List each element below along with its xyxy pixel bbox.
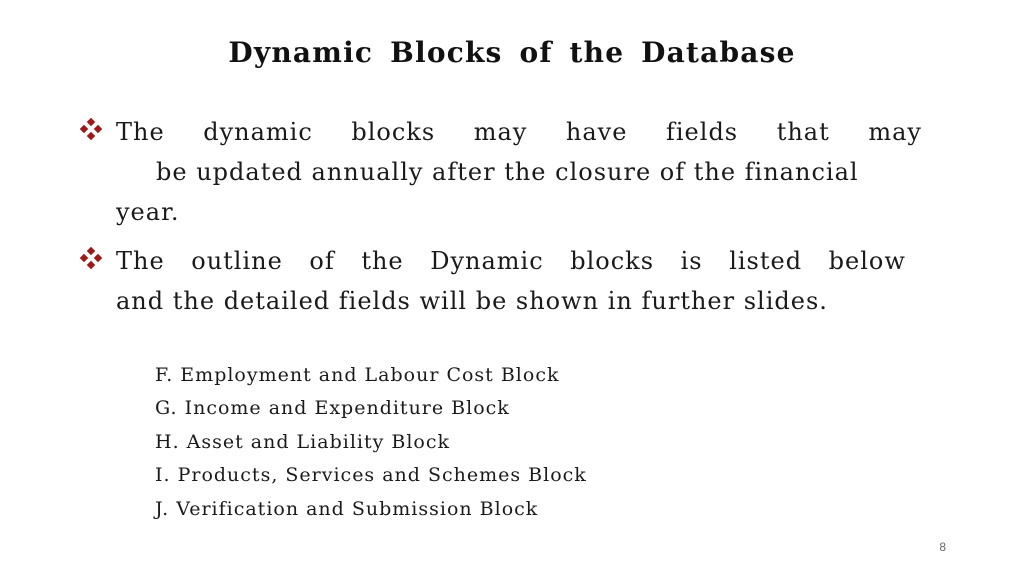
bullet-1-line-2: be updated annually after the closure of the financial [156,158,859,186]
bullet-1-line-3: year. [116,198,180,226]
word: of [309,247,335,275]
word: may [868,118,922,146]
list-item: F. Employment and Labour Cost Block [155,364,560,386]
word: Dynamic [430,247,544,275]
bullet-1-line-1 [116,112,922,152]
word: outline [191,247,283,275]
list-item: H. Asset and Liability Block [155,430,451,453]
diamond-bullet-icon [80,118,102,140]
word: The [116,247,165,275]
word: the [361,247,404,275]
list-item: G. Income and Expenditure Block [155,397,510,420]
word: blocks [570,247,655,275]
bullet-2-line-2: and the detailed fields will be shown in further slides. [116,287,828,315]
list-item: I. Products, Services and Schemes Block [155,464,587,487]
word: dynamic [203,118,313,146]
page-number: 8 [939,540,946,554]
word: have [565,118,628,146]
word: blocks [351,118,436,146]
word: that [776,118,830,146]
word: fields [666,118,739,146]
list-item: J. Verification and Submission Block [155,497,539,520]
word: below [828,247,906,275]
dynamic-blocks-list [155,360,587,527]
word: is [680,247,703,275]
word: listed [729,247,803,275]
diamond-bullet-icon [80,247,102,269]
word: may [473,118,528,146]
word: The [116,118,165,146]
bullet-2-line-1 [116,241,906,281]
slide-title: Dynamic Blocks of the Database [228,36,796,69]
